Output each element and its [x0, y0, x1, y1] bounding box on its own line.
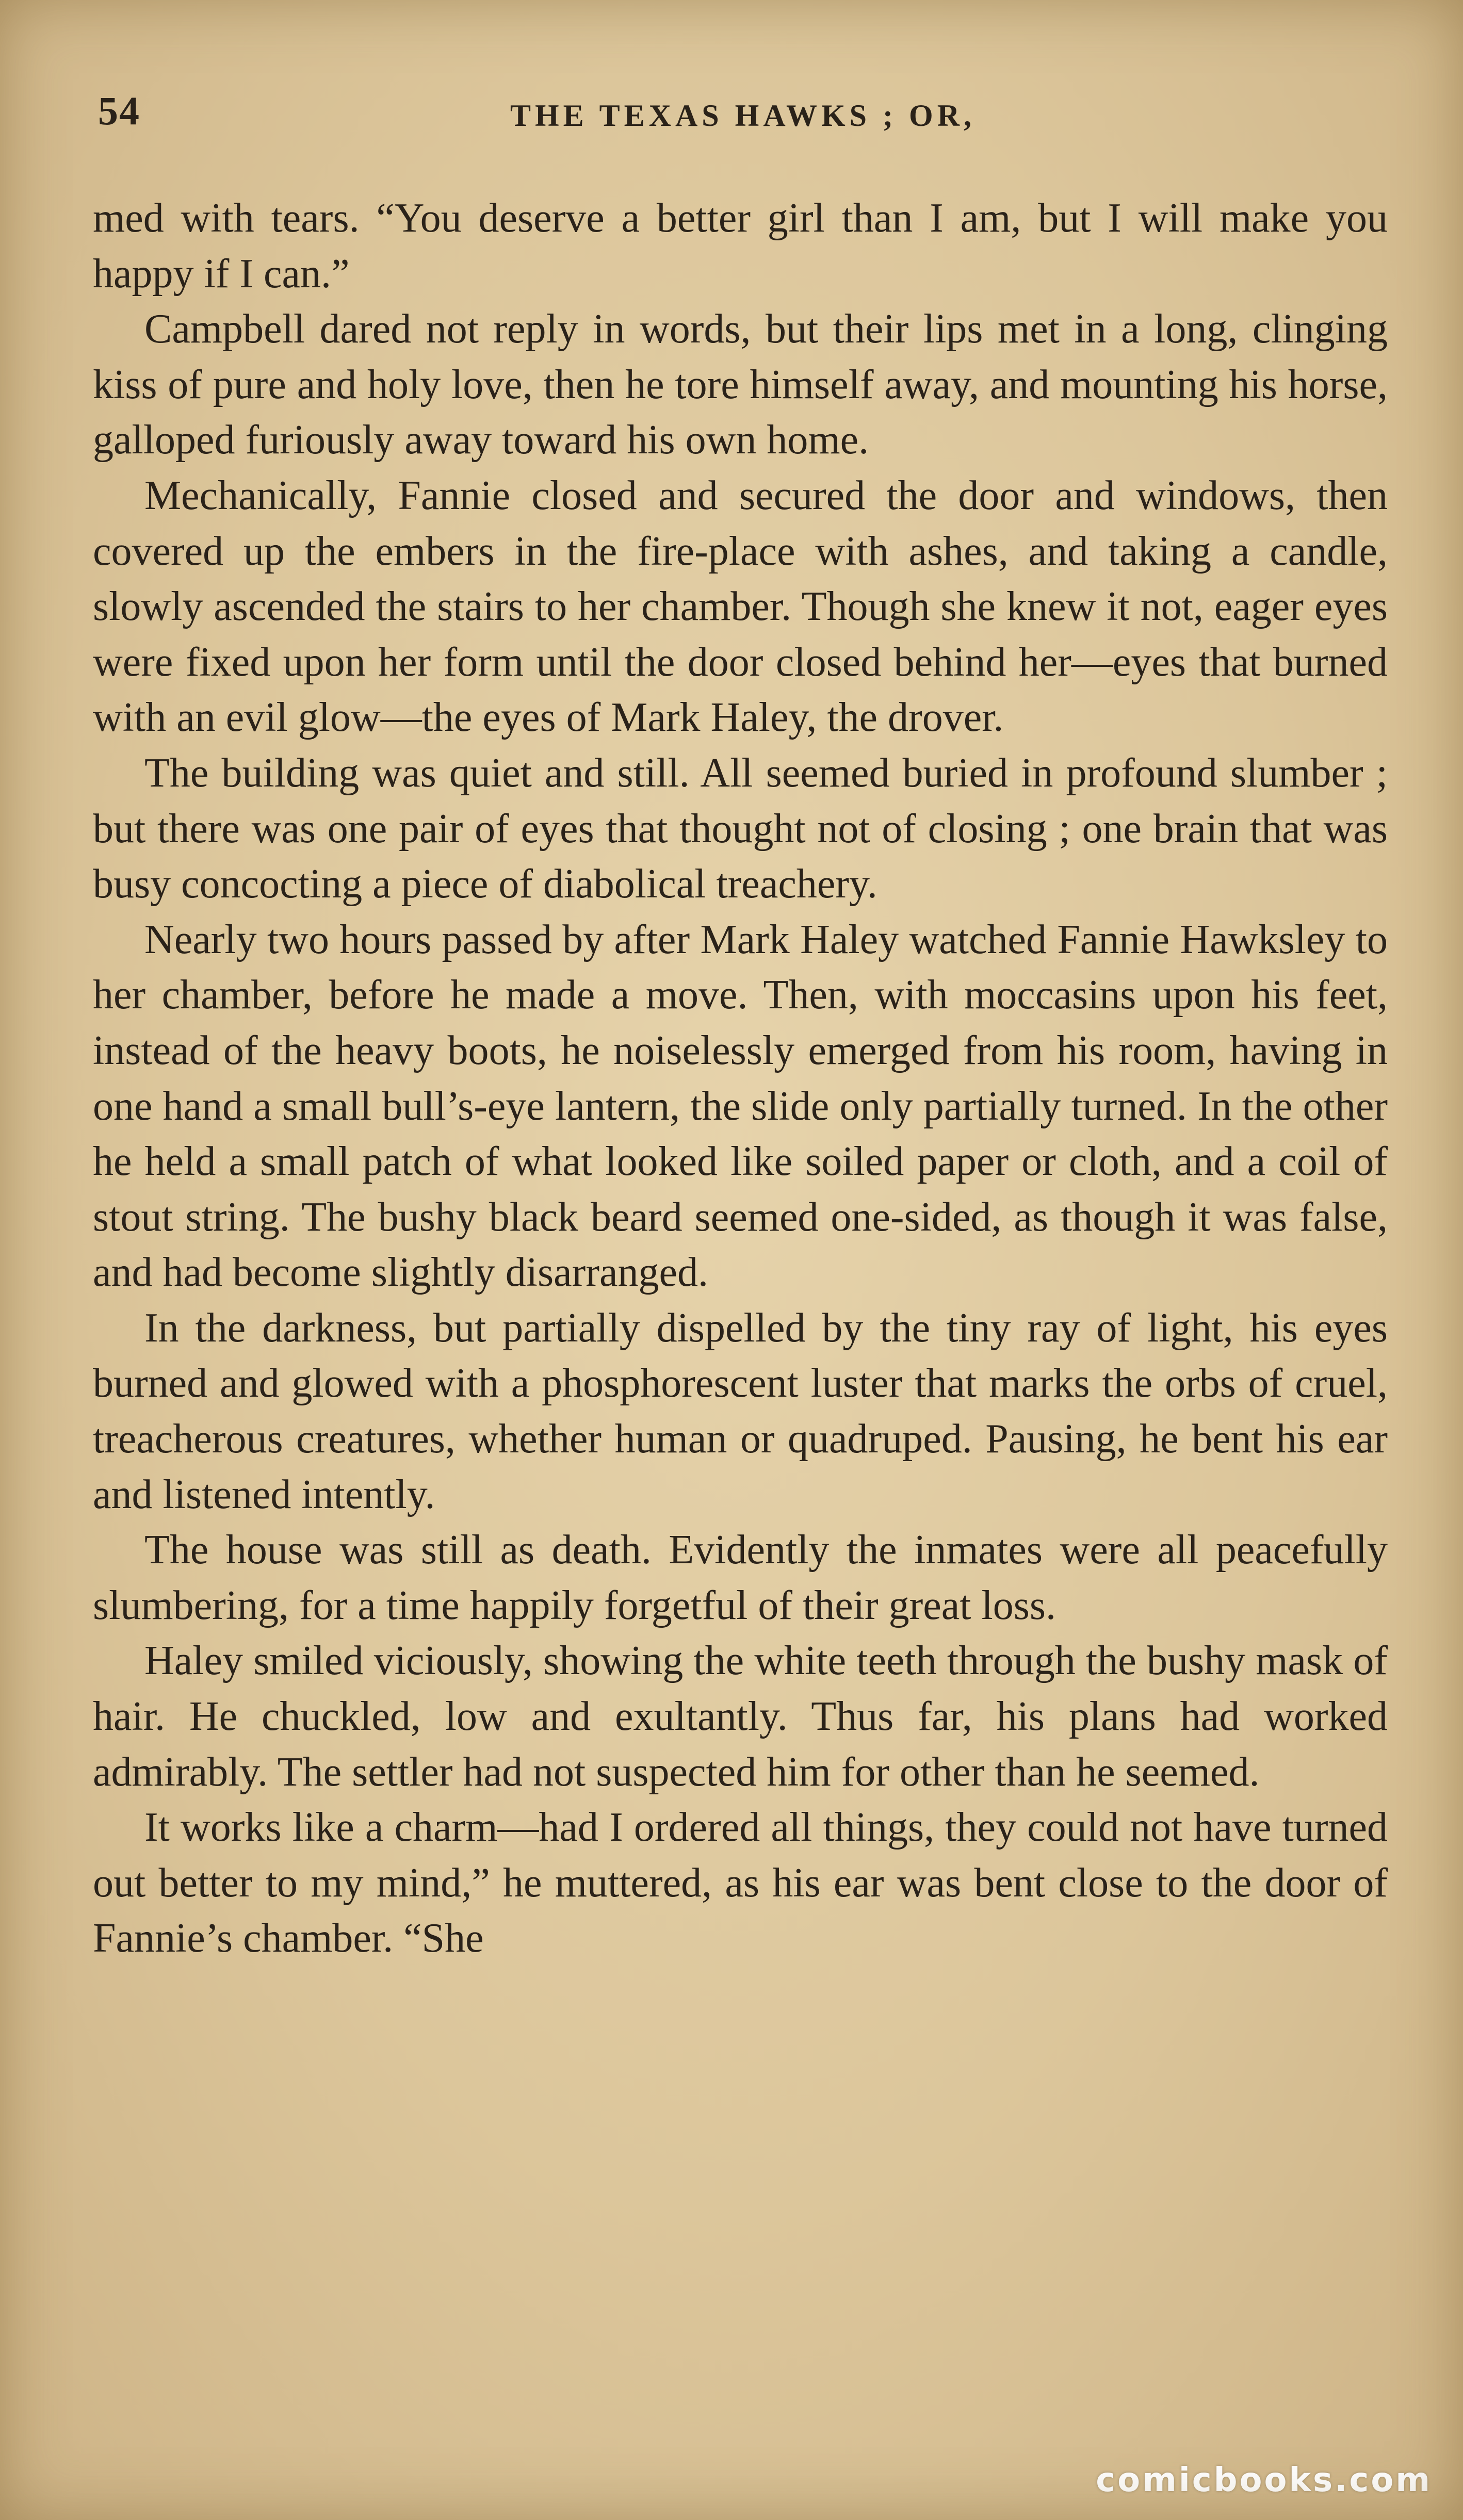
running-title: THE TEXAS HAWKS ; OR,	[510, 99, 976, 133]
running-header	[93, 77, 1393, 150]
paragraph: Campbell dared not reply in words, but their lips met in a long, clinging kiss of pure and holy love, then he tore himself away, and mounting his horse, galloped furiously away toward his own home.	[93, 306, 1388, 463]
paragraph: It works like a charm—had I ordered all things, they could not have turned out better to my mind,” he muttered, as his ear was bent close to the door of Fannie’s chamber. “She	[93, 1805, 1388, 1961]
paragraph: med with tears. “You deserve a better girl than I am, but I will make you happy if I can.”	[93, 195, 1388, 297]
paragraph: Mechanically, Fannie closed and secured the door and windows, then covered up the embers in the fire-place with ashes, and taking a candle, slowly ascended the stairs to her chamber. Though she knew it not, eager eyes were fixed upon her form until the door closed behind her—eyes that burned with an evil glow—the eyes of Mark Haley, the drover.	[93, 472, 1388, 741]
body-text	[93, 191, 1388, 1967]
paragraph: Haley smiled viciously, showing the white teeth through the bushy mask of hair. He chuckled, low and exultantly. Thus far, his plans had worked admirably. The settler had not suspected him for other than he seemed.	[93, 1638, 1388, 1795]
paragraph: The house was still as death. Evidently the inmates were all peacefully slumbering, for a time happily forgetful of their great loss.	[93, 1527, 1388, 1628]
watermark: comicbooks.com	[1096, 2461, 1432, 2499]
paragraph: The building was quiet and still. All seemed buried in profound slumber ; but there was one pair of eyes that thought not of closing ; one brain that was busy concocting a piece of diabolical treachery.	[93, 750, 1388, 907]
page-number: 54	[98, 88, 140, 133]
paragraph: In the darkness, but partially dispelled by the tiny ray of light, his eyes burned and glowed with a phosphorescent luster that marks the orbs of cruel, treacherous creatures, whether human or quadruped. Pausing, he bent his ear and listened intently.	[93, 1305, 1388, 1517]
paragraph: Nearly two hours passed by after Mark Haley watched Fannie Hawksley to her chamber, before he made a move. Then, with moccasins upon his feet, instead of the heavy boots, he noiselessly emerged from his room, having in one hand a small bull’s-eye lantern, the slide only partially turned. In the other he held a small patch of what looked like soiled paper or cloth, and a coil of stout string. The bushy black beard seemed one-sided, as though it was false, and had become slightly disarranged.	[93, 917, 1388, 1296]
